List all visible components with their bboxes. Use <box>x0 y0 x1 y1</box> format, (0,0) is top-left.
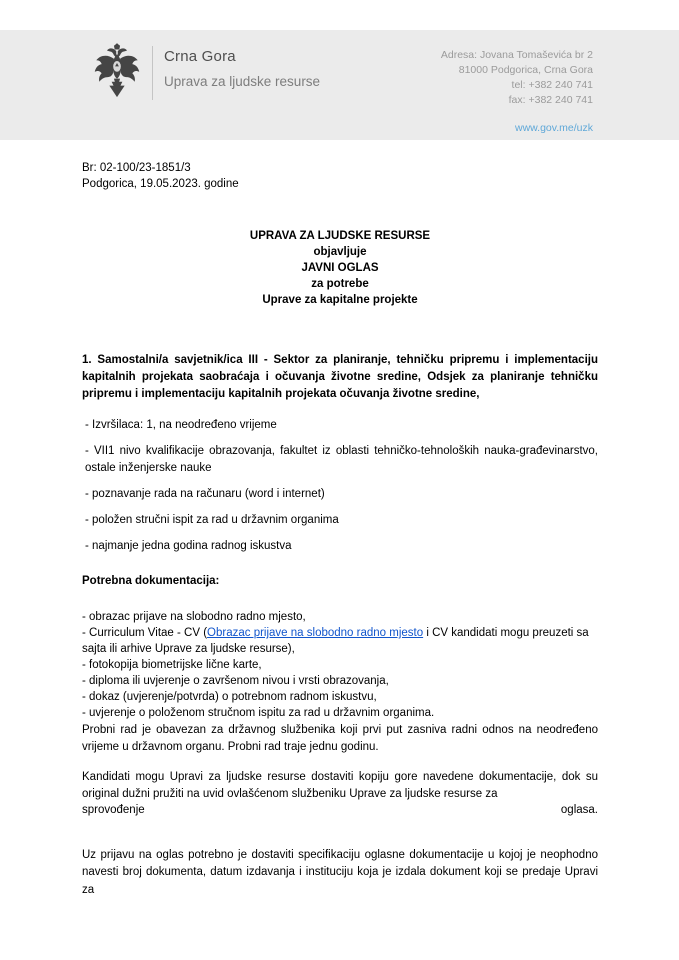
cv-text-pre: - Curriculum Vitae - CV ( <box>82 627 208 639</box>
cv-text-post: i CV kandidati mogu preuzeti sa sajta ili arhive Uprave za ljudske resurse), <box>82 627 589 655</box>
address-line: 81000 Podgorica, Crna Gora <box>458 64 593 76</box>
org-unit: Uprava za ljudske resurse <box>164 74 321 89</box>
requirement-item: - najmanje jedna godina radnog iskustva <box>85 540 292 552</box>
letterhead-divider <box>152 46 153 100</box>
probation-paragraph: Probni rad je obavezan za državnog službenika koji prvi put zasniva radni odnos na neodređeno vrijeme u državnom organu. Probni rad traje jednu godinu. <box>82 724 598 753</box>
doc-item-obrazac: - obrazac prijave na slobodno radno mjesto, <box>82 611 306 623</box>
title-line: objavljuje <box>313 246 367 258</box>
reference-number: Br: 02-100/23-1851/3 <box>82 162 191 174</box>
website-link[interactable]: www.gov.me/uzk <box>515 122 593 134</box>
requirement-item: - položen stručni ispit za rad u državnim organima <box>85 514 339 526</box>
closing-paragraph: Uz prijavu na oglas potrebno je dostaviti specifikaciju oglasne dokumentacije u kojoj je neophodno navesti broj dokumenta, datum izdavanja i instituciju koja je izdala dokument koji se predaje Upravi za <box>82 848 598 896</box>
letterhead <box>0 30 679 140</box>
obrazac-prijave-link[interactable]: Obrazac prijave na slobodno radno mjesto <box>207 627 424 639</box>
document-body <box>82 160 598 899</box>
kandidati-last-right: oglasa. <box>560 804 598 816</box>
documentation-heading: Potrebna dokumentacija: <box>82 575 220 587</box>
documentation-list <box>82 609 598 721</box>
requirement-item: - poznavanje rada na računaru (word i internet) <box>85 488 325 500</box>
requirement-item: - VII1 nivo kvalifikacije obrazovanja, fakultet iz oblasti tehničko-tehnoloških nauka-građevinarstvo, ostale inženjerske nauke <box>85 445 598 474</box>
title-line: JAVNI OGLAS <box>301 262 379 274</box>
doc-item-fotokopija: - fotokopija biometrijske lične karte, <box>82 659 262 671</box>
fax-line: fax: +382 240 741 <box>508 94 593 106</box>
kandidati-paragraph <box>82 769 598 802</box>
kandidati-last-line <box>82 802 598 819</box>
montenegro-coat-of-arms-icon <box>94 42 140 100</box>
title-line: Uprave za kapitalne projekte <box>262 294 418 306</box>
doc-item-uvjerenje: - uvjerenje o položenom stručnom ispitu za rad u državnim organima. <box>82 707 435 719</box>
organization-block <box>164 48 320 89</box>
doc-item-cv <box>82 625 598 657</box>
requirement-item: - Izvršilaca: 1, na neodređeno vrijeme <box>85 419 277 431</box>
org-name: Crna Gora <box>164 48 236 65</box>
doc-item-diploma: - diploma ili uvjerenje o završenom nivou i vrsti obrazovanja, <box>82 675 389 687</box>
phone-line: tel: +382 240 741 <box>511 79 593 91</box>
place-and-date: Podgorica, 19.05.2023. godine <box>82 178 239 190</box>
title-line: UPRAVA ZA LJUDSKE RESURSE <box>249 230 431 242</box>
address-line: Adresa: Jovana Tomaševića br 2 <box>440 49 593 61</box>
requirements-list <box>82 417 598 555</box>
address-block <box>441 48 593 136</box>
kandidati-body: Kandidati mogu Upravi za ljudske resurse dostaviti kopiju gore navedene dokumentacije, dok su original dužni pružiti na uvid ovlašćenom službeniku Uprave za ljudske resurse za <box>82 771 598 800</box>
title-line: za potrebe <box>311 278 369 290</box>
announcement-title-block <box>82 228 598 308</box>
kandidati-last-left: sprovođenje <box>82 804 145 816</box>
position-heading: 1. Samostalni/a savjetnik/ica III - Sektor za planiranje, tehničku pripremu i implementaciju kapitalnih projekata saobraćaja i očuvanja životne sredine, Odsjek za planiranje tehničku pripremu i implementaciju kapitalnih projekata očuvanja životne sredine, <box>82 354 598 400</box>
doc-item-dokaz: - dokaz (uvjerenje/potvrda) o potrebnom radnom iskustvu, <box>82 691 377 703</box>
